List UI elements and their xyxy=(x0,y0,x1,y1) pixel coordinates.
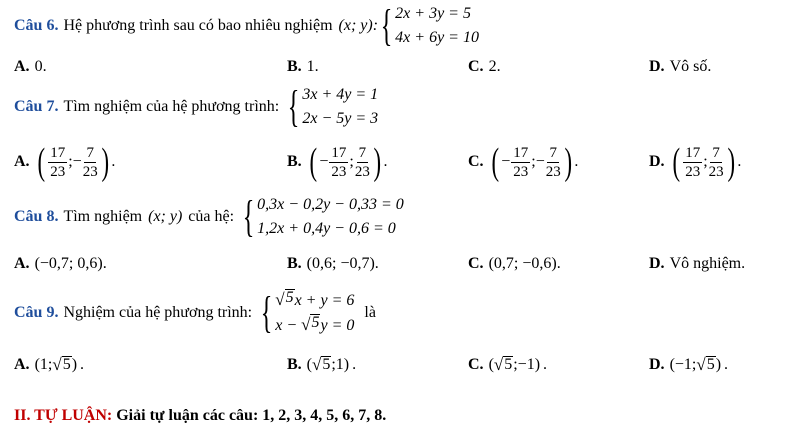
sign: − xyxy=(319,153,329,170)
option-label: B. xyxy=(287,58,302,75)
option-label: B. xyxy=(287,356,302,373)
option-b[interactable]: B. ( − $\frac{17}{23}$ ; $\frac{7}{23}$ ) . xyxy=(287,141,388,183)
question-8 xyxy=(14,193,404,241)
option-label: A. xyxy=(14,153,30,170)
fraction: $\frac{17}{23}$ xyxy=(331,144,347,180)
option-value: 2. xyxy=(488,58,501,75)
option-label: C. xyxy=(468,153,484,170)
equation-2: 2x − 5y = 3 xyxy=(302,110,379,127)
sign: − xyxy=(535,153,545,170)
right-paren-icon: ) xyxy=(564,141,572,183)
sqrt-icon: √ xyxy=(696,355,706,374)
question-text-2: của hệ: xyxy=(188,208,235,225)
equation-system xyxy=(380,2,479,50)
fraction: $\frac{17}{23}$ xyxy=(685,144,701,180)
option-label: D. xyxy=(649,255,665,272)
question-suffix: là xyxy=(364,304,376,321)
option-a[interactable]: A. ( $\frac{17}{23}$ ; − $\frac{7}{23}$ ) . xyxy=(14,141,116,183)
question-label: Câu 9. xyxy=(14,304,59,321)
option-label: D. xyxy=(649,153,665,170)
fraction: $\frac{7}{23}$ xyxy=(708,144,724,180)
equation-2: 4x + 6y = 10 xyxy=(395,29,479,46)
left-paren-icon: ( xyxy=(491,141,499,183)
option-d[interactable]: D. ( $\frac{17}{23}$ ; $\frac{7}{23}$ ) . xyxy=(649,141,742,183)
option-suffix: ) xyxy=(71,356,78,373)
option-a[interactable] xyxy=(14,58,47,76)
question-6 xyxy=(14,2,479,50)
option-suffix: ) xyxy=(715,356,722,373)
option-value: 1. xyxy=(306,58,319,75)
option-c[interactable] xyxy=(468,58,501,76)
equation-1: 2x + 3y = 5 xyxy=(395,5,471,22)
brace-icon: { xyxy=(260,288,273,337)
equation-1: 0,3x − 0,2y − 0,33 = 0 xyxy=(257,196,404,213)
option-label: A. xyxy=(14,356,30,373)
question-text: Hệ phương trình sau có bao nhiêu nghiệm xyxy=(63,17,333,34)
sign: − xyxy=(501,153,511,170)
option-prefix: (−1; xyxy=(669,356,697,373)
option-b[interactable]: B. ( √ 5 ;1) . xyxy=(287,355,357,374)
option-value: (0,6; −0,7). xyxy=(306,255,379,272)
brace-icon: { xyxy=(287,82,300,131)
equation-2: x − √ 5 y = 0 xyxy=(275,313,354,338)
option-a[interactable]: A. (1; √ 5 ) . xyxy=(14,355,85,374)
right-paren-icon: ) xyxy=(373,141,381,183)
sqrt-icon: √ xyxy=(493,355,504,374)
fraction: $\frac{7}{23}$ xyxy=(82,144,98,180)
option-value: Vô số. xyxy=(669,58,712,75)
equation-1: 3x + 4y = 1 xyxy=(302,86,379,103)
option-d[interactable]: D. (−1; √ 5 ) . xyxy=(649,355,729,374)
option-a[interactable] xyxy=(14,255,107,273)
sqrt-icon: √ xyxy=(312,355,322,374)
sqrt-icon: √ xyxy=(301,315,311,334)
option-label: C. xyxy=(468,356,484,373)
brace-icon: { xyxy=(242,192,255,241)
option-c[interactable]: C. ( √ 5 ;−1) . xyxy=(468,355,548,374)
question-text: Nghiệm của hệ phương trình: xyxy=(63,304,253,321)
option-label: C. xyxy=(468,58,484,75)
question-text: Tìm nghiệm của hệ phương trình: xyxy=(63,98,280,115)
option-label: D. xyxy=(649,356,665,373)
option-b[interactable] xyxy=(287,58,319,76)
option-value: (−0,7; 0,6). xyxy=(34,255,107,272)
variable-pair: (x; y) xyxy=(148,208,183,225)
option-label: A. xyxy=(14,255,30,272)
option-value: (0,7; −0,6). xyxy=(488,255,561,272)
brace-icon: { xyxy=(380,1,393,50)
equation-system xyxy=(287,83,378,131)
sqrt-icon: √ xyxy=(275,290,285,309)
question-label: Câu 6. xyxy=(14,17,59,34)
question-label: Câu 8. xyxy=(14,208,59,225)
fraction: $\frac{17}{23}$ xyxy=(513,144,529,180)
fraction: $\frac{7}{23}$ xyxy=(354,144,370,180)
variable-pair: (x; y): xyxy=(338,17,379,34)
question-7 xyxy=(14,83,378,131)
equation-system xyxy=(260,288,354,338)
question-9 xyxy=(14,288,376,338)
option-c[interactable]: C. ( − $\frac{17}{23}$ ; − $\frac{7}{23}$ ) . xyxy=(468,141,579,183)
option-label: B. xyxy=(287,255,302,272)
fraction: $\frac{17}{23}$ xyxy=(50,144,66,180)
equation-1: √ 5 x + y = 6 xyxy=(275,288,354,313)
fraction: $\frac{7}{23}$ xyxy=(545,144,561,180)
option-c[interactable] xyxy=(468,255,561,273)
option-b[interactable] xyxy=(287,255,379,273)
equation-system xyxy=(242,193,404,241)
section-text: Giải tự luận các câu: 1, 2, 3, 4, 5, 6, 7, 8. xyxy=(116,407,387,424)
option-prefix: (1; xyxy=(34,356,53,373)
option-value: Vô nghiệm. xyxy=(669,255,746,272)
option-value: 0. xyxy=(34,58,47,75)
left-paren-icon: ( xyxy=(309,141,317,183)
right-paren-icon: ) xyxy=(727,141,735,183)
left-paren-icon: ( xyxy=(37,141,45,183)
option-suffix: ;1) xyxy=(331,356,350,373)
option-prefix: ( xyxy=(488,356,494,373)
section-heading xyxy=(14,407,386,425)
question-label: Câu 7. xyxy=(14,98,59,115)
option-label: B. xyxy=(287,153,302,170)
question-text: Tìm nghiệm xyxy=(63,208,143,225)
right-paren-icon: ) xyxy=(101,141,109,183)
option-prefix: ( xyxy=(306,356,312,373)
option-d[interactable] xyxy=(649,58,711,76)
option-label: D. xyxy=(649,58,665,75)
option-d[interactable] xyxy=(649,255,745,273)
sign: − xyxy=(72,153,82,170)
equation-2: 1,2x + 0,4y − 0,6 = 0 xyxy=(257,220,396,237)
option-label: C. xyxy=(468,255,484,272)
left-paren-icon: ( xyxy=(672,141,680,183)
option-label: A. xyxy=(14,58,30,75)
sqrt-icon: √ xyxy=(52,355,62,374)
option-suffix: ;−1) xyxy=(513,356,541,373)
section-label: II. TỰ LUẬN: xyxy=(14,407,113,424)
